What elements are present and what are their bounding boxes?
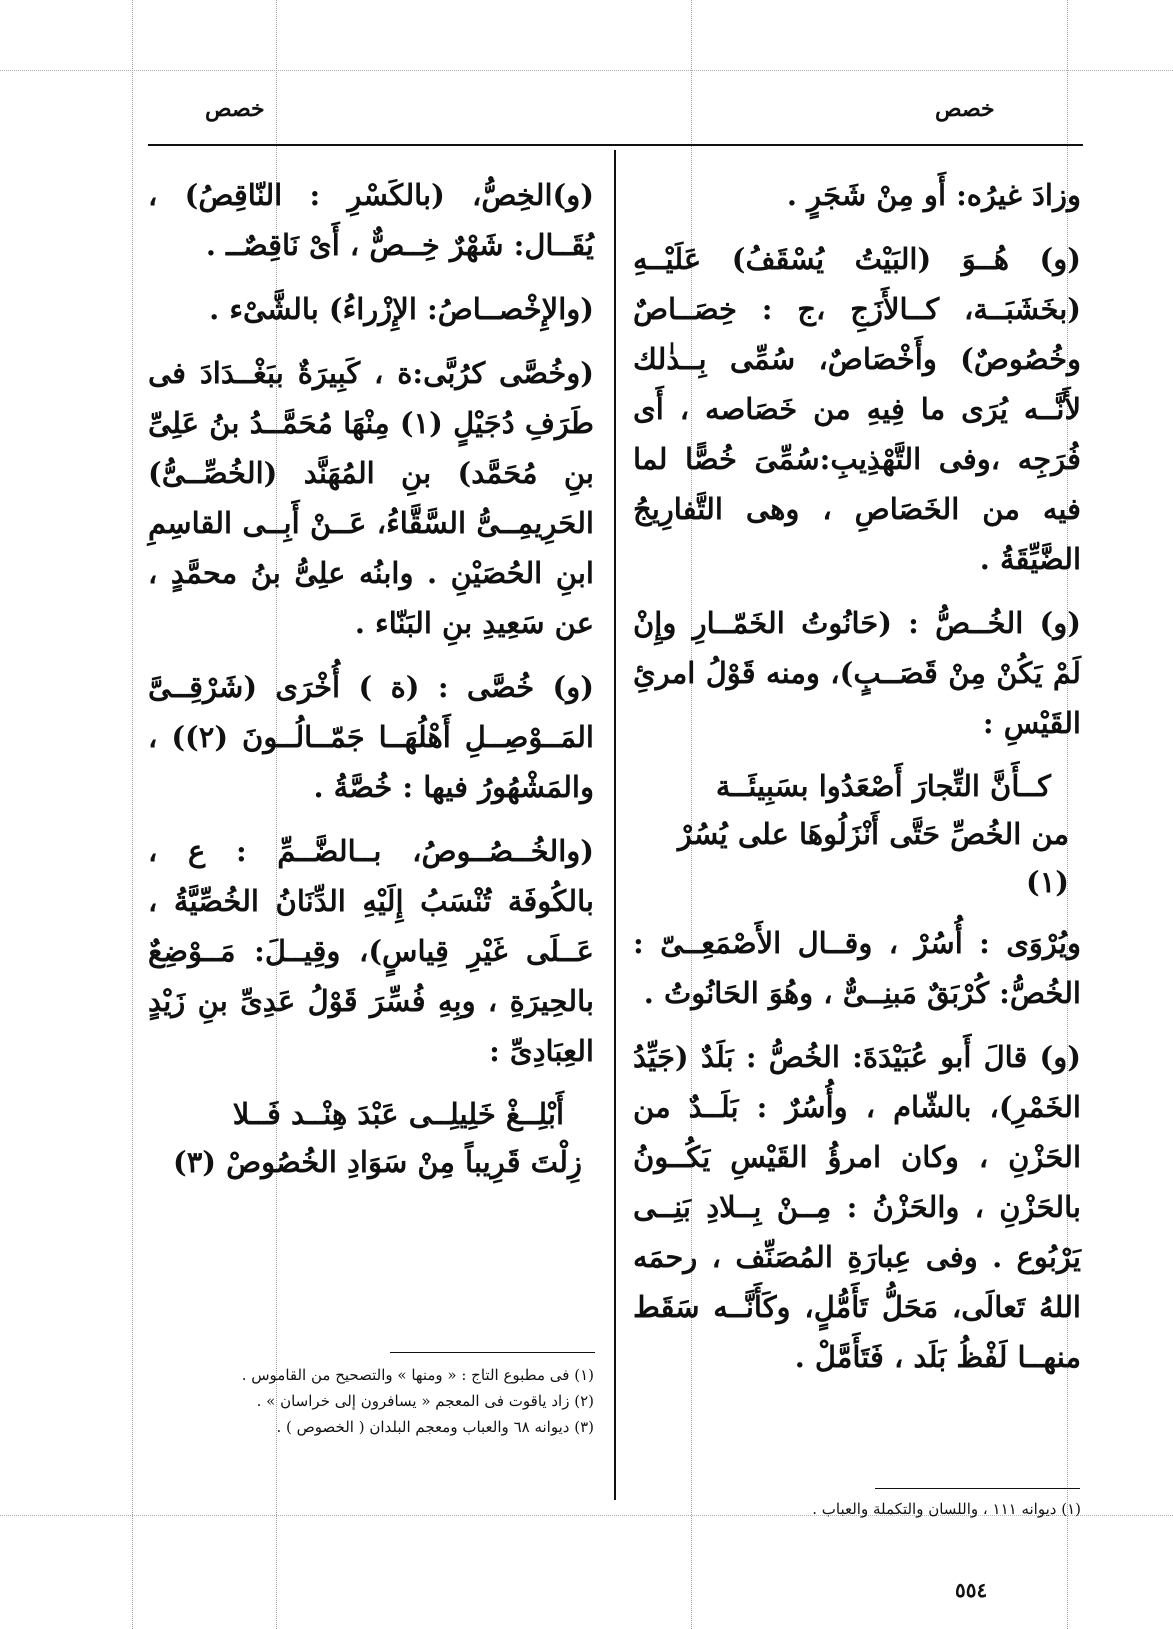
footnote-rule — [875, 1488, 1080, 1489]
footnotes-right — [633, 1496, 1081, 1522]
footnote: (١) فى مطبوع التاج : « ومنها » والتصحيح من القاموس . — [241, 1366, 594, 1384]
paragraph: ويُرْوَى : أُسُرْ ، وقــال الأَصْمَعِــىّ : الخُصُّ: كُرْبَقٌ مَبنِــىٌّ ، وهُوَ الحَانُوتُ . — [633, 926, 1081, 1010]
right-column — [633, 170, 1081, 1396]
paragraph: (وخُصَّى كرُبَّى:ة ، كَبِيرَةٌ ببَغْــدَادَ فى طَرَفِ دُجَيْلٍ (١) مِنْهَا مُحَمَّــدُ بنُ عَلِىِّ بنِ مُحَمَّد) بنِ المُهَنَّد (الخُصِّــىُّ) الحَرِيمِــىُّ السَّقَّاءُ، عَــنْ أَبِــى القاسِمِ ابنِ الحُصَيْنِ . وابنُه علِىُّ بنُ محمَّدٍ ، عن سَعِيدِ بنِ البَنّاء . — [148, 356, 594, 640]
footnote-rule — [390, 1352, 595, 1353]
verse-hemistich: زِلْتَ قَرِيباً مِنْ سَوَادِ الخُصُوصْ (٣) — [172, 1145, 582, 1179]
paragraph: (و) الخُــصُّ : (حَانُوتُ الخَمّــارِ وإِنْ لَمْ يَكُنْ مِنْ قَصَــبٍ)، ومنه قَوْلُ امرئِ القَيْسِ : — [633, 606, 1081, 740]
running-header-right: خصص — [935, 96, 995, 122]
poem-verse — [633, 762, 1081, 906]
paragraph: وزادَ غيرُه: أَو مِنْ شَجَرٍ . — [786, 178, 1081, 212]
poem-verse — [148, 1090, 594, 1186]
paragraph: (والخُــصُــوصُ، بــالضَّــمِّ : ع ، بالكُوفَة تُنْسَبُ إِلَيْهِ الدِّنَانُ الخُصِّيَّةُ ، عَــلَى غَيْرِ قِياسٍ)، وقِيــلَ: مَــوْضِعٌ بالحِيرَةِ ، وبِهِ فُسِّرَ قَوْلُ عَدِىِّ بنِ زَيْدٍ العِبَادِىِّ : — [148, 834, 594, 1068]
footnote: (٣) ديوانه ٦٨ والعباب ومعجم البلدان ( الخصوص ) . — [276, 1418, 594, 1436]
paragraph: (و) قالَ أَبو عُبَيْدَةَ: الخُصُّ : بَلَدٌ (جَيِّدُ الخَمْرِ)، بالشّام ، وأُسُرٌ : بَلَــدٌ من الحَزْنِ ، وكان امرؤُ القَيْسِ يَكُــونُ بالحَزْنِ ، والحَزْنُ : مِــنْ بِــلادِ بَنِــى يَرْبُوع . وفى عِبارَةِ المُصَنِّف ، رحمَه اللهُ تَعالَى، مَحَلُّ تَأَمُّلٍ، وكَأَنَّــه سَقَط منهــا لَفْظُ بَلَد ، فَتَأَمَّلْ . — [633, 1040, 1081, 1374]
footnotes-left — [148, 1362, 594, 1440]
footnote: (٢) زاد ياقوت فى المعجم « يسافرون إلى خراسان » . — [256, 1392, 594, 1410]
left-column — [148, 170, 594, 1198]
paragraph: (و) هُــوَ (البَيْتُ يُسْقَفُ) عَلَيْــهِ (بخَشَبَــة، كــالأَزَجِ ،ج : خِصَــاصٌ وخُصُوصٌ) وأَخْصَاصٌ، سُمِّى بِــذٰلك لأَنَّــه يُرَى ما فِيهِ من خَصَاصه ، أَى فُرَجِه ،وفى التَّهْذِيبِ:سُمِّىَ خُصًّا لما فيه من الخَصَاصِ ، وهى التَّفارِيجُ الضَّيِّقَةُ . — [633, 242, 1081, 576]
running-header-left: خصص — [205, 96, 265, 122]
verse-hemistich: أَبْلِــغْ خَلِيلِــى عَبْدَ هِنْــد فَــلا — [232, 1097, 564, 1131]
paragraph: (و) خُصَّى : (ة ) أُخْرَى (شَرْقِــىَّ المَــوْصِــلِ أَهْلُهَــا جَمّــالُــونَ (٢)) ، والمَشْهُورُ فيها : خُصَّةُ . — [148, 670, 594, 804]
scan-guide-line — [132, 0, 133, 1629]
paragraph: (و)الخِصُّ، (بالكَسْرِ : النّاقِصُ) ، يُقَــال: شَهْرٌ خِــصٌّ ، أَىْ نَاقِصٌــ . — [148, 178, 594, 262]
page-number: ٥٥٤ — [955, 1578, 988, 1602]
footnote: (١) ديوانه ١١١ ، واللسان والتكملة والعباب . — [812, 1500, 1081, 1518]
scan-guide-line — [0, 70, 1173, 71]
verse-hemistich: كــأَنَّ التِّجارَ أَصْعَدُوا بسَبِيئَــة — [715, 769, 1051, 803]
verse-hemistich: من الخُصِّ حَتَّى أَنْزَلُوهَا على يُسُرْ (١) — [677, 817, 1069, 899]
paragraph: (والإِخْصــاصُ: الإِزْراءُ) بالشَّىْء . — [209, 292, 594, 326]
column-divider — [614, 150, 616, 1500]
header-rule — [148, 144, 1083, 146]
